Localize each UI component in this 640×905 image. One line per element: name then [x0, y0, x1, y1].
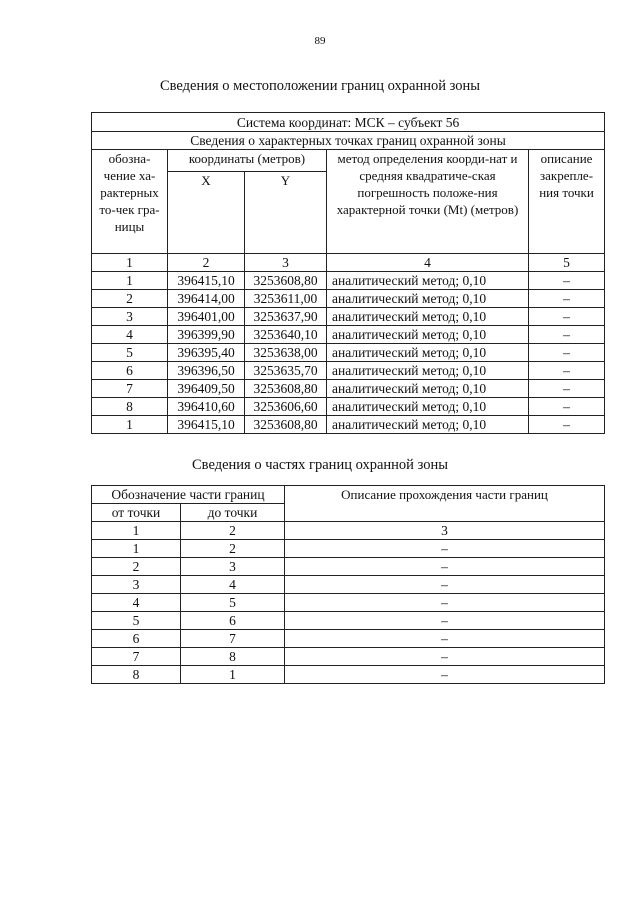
- y-coordinate-cell: 3253640,10: [245, 326, 327, 344]
- method-cell: аналитический метод; 0,10: [327, 380, 529, 398]
- method-cell: аналитический метод; 0,10: [327, 326, 529, 344]
- to-point-cell: 2: [181, 540, 285, 558]
- to-point-cell: 7: [181, 630, 285, 648]
- coordinate-system-cell: Система координат: МСК – субъект 56: [92, 113, 605, 132]
- point-description-header: описание закрепле-ния точки: [529, 150, 605, 254]
- column-number: 2: [168, 254, 245, 272]
- table-row: [92, 416, 605, 434]
- to-point-cell: 4: [181, 576, 285, 594]
- point-description-cell: –: [529, 416, 605, 434]
- x-coordinate-cell: 396415,10: [168, 416, 245, 434]
- method-cell: аналитический метод; 0,10: [327, 290, 529, 308]
- part-description-cell: –: [285, 558, 605, 576]
- point-number-cell: 7: [92, 380, 168, 398]
- to-point-header: до точки: [181, 504, 285, 522]
- point-number-cell: 6: [92, 362, 168, 380]
- x-coordinate-cell: 396396,50: [168, 362, 245, 380]
- from-point-cell: 4: [92, 594, 181, 612]
- boundary-parts-table: [91, 485, 605, 684]
- x-coordinate-cell: 396414,00: [168, 290, 245, 308]
- from-point-header: от точки: [92, 504, 181, 522]
- table-row: [92, 594, 605, 612]
- point-description-cell: –: [529, 380, 605, 398]
- to-point-cell: 1: [181, 666, 285, 684]
- point-description-cell: –: [529, 308, 605, 326]
- y-coordinate-cell: 3253608,80: [245, 272, 327, 290]
- method-cell: аналитический метод; 0,10: [327, 344, 529, 362]
- point-description-cell: –: [529, 362, 605, 380]
- part-description-cell: –: [285, 540, 605, 558]
- method-cell: аналитический метод; 0,10: [327, 308, 529, 326]
- x-coordinate-cell: 396409,50: [168, 380, 245, 398]
- x-coordinate-cell: 396395,40: [168, 344, 245, 362]
- table-row: [92, 272, 605, 290]
- point-number-cell: 2: [92, 290, 168, 308]
- table-row: [92, 576, 605, 594]
- point-description-cell: –: [529, 272, 605, 290]
- table-row: [92, 290, 605, 308]
- to-point-cell: 6: [181, 612, 285, 630]
- points-subtitle-cell: Сведения о характерных точках границ охранной зоны: [92, 132, 605, 150]
- point-number-cell: 8: [92, 398, 168, 416]
- table-row: [92, 630, 605, 648]
- column-number: 1: [92, 522, 181, 540]
- table-row: [92, 558, 605, 576]
- method-cell: аналитический метод; 0,10: [327, 272, 529, 290]
- y-coordinate-cell: 3253638,00: [245, 344, 327, 362]
- part-description-cell: –: [285, 630, 605, 648]
- column-number: 2: [181, 522, 285, 540]
- part-description-cell: –: [285, 576, 605, 594]
- table-row: [92, 398, 605, 416]
- column-number: 4: [327, 254, 529, 272]
- table-row: [92, 666, 605, 684]
- point-number-cell: 4: [92, 326, 168, 344]
- table-row: [92, 308, 605, 326]
- from-point-cell: 2: [92, 558, 181, 576]
- method-cell: аналитический метод; 0,10: [327, 398, 529, 416]
- x-coordinate-cell: 396399,90: [168, 326, 245, 344]
- part-description-header: Описание прохождения части границ: [285, 486, 605, 522]
- column-number: 3: [285, 522, 605, 540]
- table-row: [92, 362, 605, 380]
- table-row: [92, 648, 605, 666]
- point-number-cell: 1: [92, 272, 168, 290]
- from-point-cell: 5: [92, 612, 181, 630]
- y-coordinate-cell: 3253608,80: [245, 416, 327, 434]
- point-description-cell: –: [529, 398, 605, 416]
- table-row: [92, 344, 605, 362]
- boundary-points-table: [91, 112, 605, 434]
- from-point-cell: 1: [92, 540, 181, 558]
- from-point-cell: 8: [92, 666, 181, 684]
- point-number-cell: 3: [92, 308, 168, 326]
- point-description-cell: –: [529, 290, 605, 308]
- point-designation-header: обозна-чение ха-рактерных то-чек гра-ницы: [92, 150, 168, 254]
- method-header: метод определения коорди-нат и средняя квадратиче-ская погрешность положе-ния характерной точки (Mt) (метров): [327, 150, 529, 254]
- part-designation-header: Обозначение части границ: [92, 486, 285, 504]
- point-number-cell: 1: [92, 416, 168, 434]
- y-coordinate-cell: 3253608,80: [245, 380, 327, 398]
- page-number: 89: [314, 35, 326, 47]
- x-coordinate-cell: 396415,10: [168, 272, 245, 290]
- from-point-cell: 6: [92, 630, 181, 648]
- y-coordinate-cell: 3253606,60: [245, 398, 327, 416]
- point-description-cell: –: [529, 326, 605, 344]
- column-numbers-row: [92, 254, 605, 272]
- table-row: [92, 380, 605, 398]
- section-title-boundaries: Сведения о местоположении границ охранной зоны: [159, 78, 480, 94]
- table-row: [92, 326, 605, 344]
- part-description-cell: –: [285, 648, 605, 666]
- to-point-cell: 3: [181, 558, 285, 576]
- from-point-cell: 3: [92, 576, 181, 594]
- part-description-cell: –: [285, 594, 605, 612]
- part-description-cell: –: [285, 666, 605, 684]
- column-number: 3: [245, 254, 327, 272]
- method-cell: аналитический метод; 0,10: [327, 362, 529, 380]
- section-title-parts: Сведения о частях границ охранной зоны: [192, 457, 448, 473]
- method-cell: аналитический метод; 0,10: [327, 416, 529, 434]
- y-coordinate-cell: 3253637,90: [245, 308, 327, 326]
- table-row: [92, 612, 605, 630]
- point-description-cell: –: [529, 344, 605, 362]
- column-number: 1: [92, 254, 168, 272]
- from-point-cell: 7: [92, 648, 181, 666]
- x-coordinate-cell: 396401,00: [168, 308, 245, 326]
- column-numbers-row: [92, 522, 605, 540]
- part-description-cell: –: [285, 612, 605, 630]
- x-coordinate-cell: 396410,60: [168, 398, 245, 416]
- coordinates-header: координаты (метров): [168, 150, 327, 172]
- y-coordinate-cell: 3253635,70: [245, 362, 327, 380]
- column-number: 5: [529, 254, 605, 272]
- x-header: X: [168, 172, 245, 254]
- y-header: Y: [245, 172, 327, 254]
- point-number-cell: 5: [92, 344, 168, 362]
- to-point-cell: 8: [181, 648, 285, 666]
- to-point-cell: 5: [181, 594, 285, 612]
- y-coordinate-cell: 3253611,00: [245, 290, 327, 308]
- table-row: [92, 540, 605, 558]
